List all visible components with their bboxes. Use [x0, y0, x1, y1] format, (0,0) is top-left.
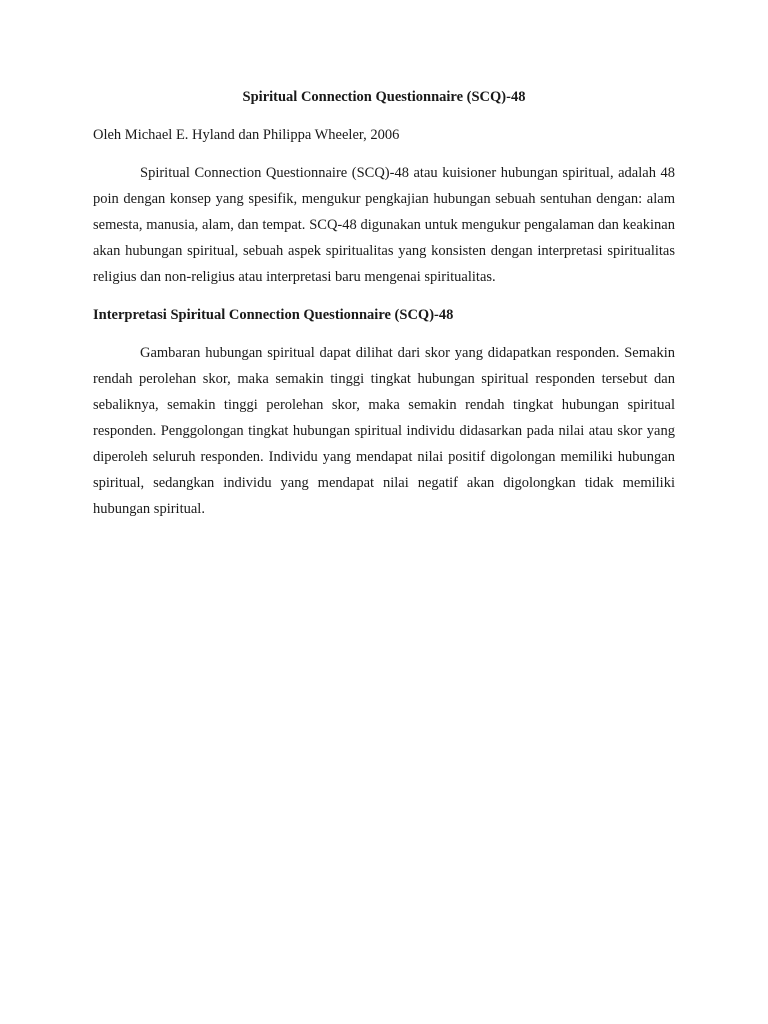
section-heading: Interpretasi Spiritual Connection Questionnaire (SCQ)-48	[93, 307, 454, 323]
paragraph-interpretation: Gambaran hubungan spiritual dapat dilihat dari skor yang didapatkan responden. Semakin rendah perolehan skor, maka semakin tinggi tingkat hubungan spiritual responden tersebut dan sebaliknya, semakin tinggi perolehan skor, maka semakin rendah tingkat hubungan spiritual responden. Penggolongan tingkat hubungan spiritual individu didasarkan pada nilai atau skor yang diperoleh seluruh responden. Individu yang mendapat nilai positif digolongan memiliki hubungan spiritual, sedangkan individu yang mendapat nilai negatif akan digolongkan tidak memiliki hubungan spiritual.	[93, 345, 675, 517]
document-title: Spiritual Connection Questionnaire (SCQ)-48	[242, 89, 526, 105]
paragraph-intro: Spiritual Connection Questionnaire (SCQ)-48 atau kuisioner hubungan spiritual, adalah 48 poin dengan konsep yang spesifik, mengukur pengkajian hubungan sebuah sentuhan dengan: alam semesta, manusia, alam, dan tempat. SCQ-48 digunakan untuk mengukur pengalaman dan keakinan akan hubungan spiritual, sebuah aspek spiritualitas yang konsisten dengan interpretasi spiritualitas religius dan non-religius atau interpretasi baru mengenai spiritualitas.	[93, 165, 675, 285]
author-line: Oleh Michael E. Hyland dan Philippa Wheeler, 2006	[93, 127, 400, 143]
document-body	[93, 84, 675, 534]
